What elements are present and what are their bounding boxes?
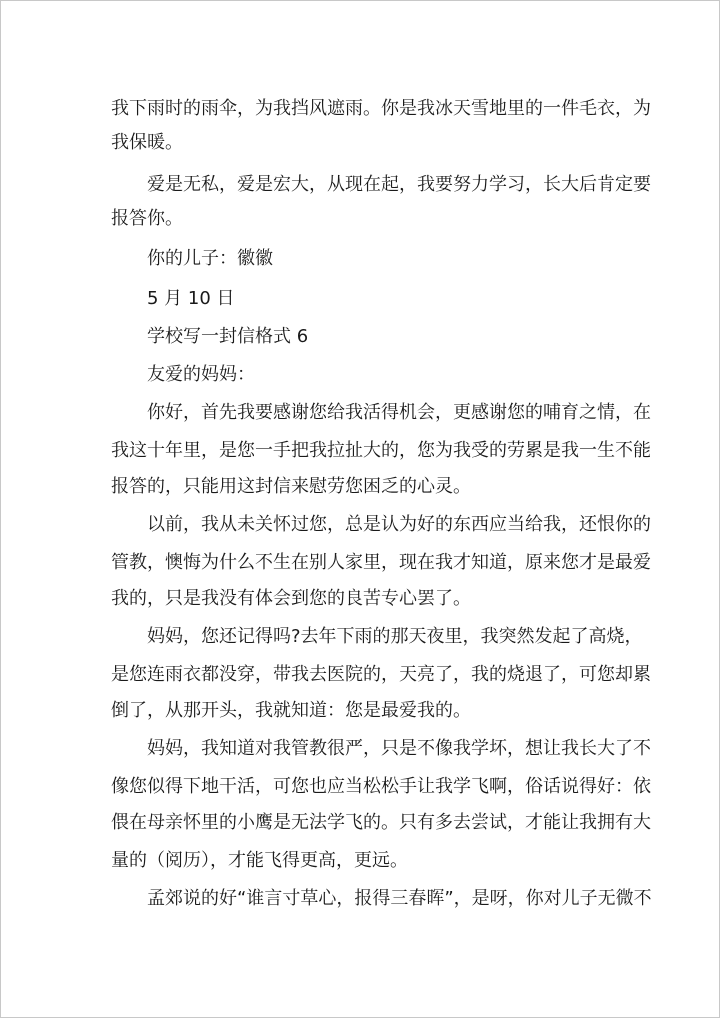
text-line: 以前，我从未关怀过您，总是认为好的东西应当给我，还恨你的 [147, 514, 651, 535]
text-line: 是您连雨衣都没穿，带我去医院的，天亮了，我的烧退了，可您却累 [111, 664, 651, 685]
text-line: 你好，首先我要感谢您给我活得机会，更感谢您的哺育之情，在 [147, 402, 651, 423]
text-line: 妈妈，我知道对我管教很严，只是不像我学坏，想让我长大了不 [147, 738, 651, 759]
text-line: 偎在母亲怀里的小鹰是无法学飞的。只有多去尝试，才能让我拥有大 [111, 812, 651, 833]
signature-line: 你的儿子：徽徽 [147, 248, 273, 269]
text-line: 管教，懊悔为什么不生在别人家里，现在我才知道，原来您才是最爱 [111, 552, 651, 573]
text-line: 报答你。 [111, 208, 183, 229]
text-line: 我这十年里，是您一手把我拉扯大的，您为我受的劳累是我一生不能 [111, 440, 651, 461]
text-line: 我保暖。 [111, 132, 183, 153]
text-line: 像您似得下地干活，可您也应当松松手让我学飞啊，俗话说得好：依 [111, 776, 651, 797]
text-line: 量的（阅历），才能飞得更高，更远。 [111, 850, 408, 871]
text-line: 我下雨时的雨伞，为我挡风遮雨。你是我冰天雪地里的一件毛衣，为 [111, 98, 651, 119]
text-line: 我的，只是我没有体会到您的良苦专心罢了。 [111, 588, 471, 609]
text-line: 妈妈，您还记得吗?去年下雨的那天夜里，我突然发起了高烧， [147, 626, 643, 647]
text-line: 爱是无私，爱是宏大，从现在起，我要努力学习，长大后肯定要 [147, 174, 651, 195]
section-heading: 学校写一封信格式 6 [147, 326, 309, 347]
text-line: 倒了，从那开头，我就知道：您是最爱我的。 [111, 700, 471, 721]
date-line: 5 月 10 日 [147, 288, 235, 309]
text-line: 孟郊说的好“谁言寸草心，报得三春晖”，是呀，你对儿子无微不 [147, 888, 652, 909]
text-line: 报答的，只能用这封信来慰劳您困乏的心灵。 [111, 476, 471, 497]
salutation-line: 友爱的妈妈： [147, 364, 255, 385]
